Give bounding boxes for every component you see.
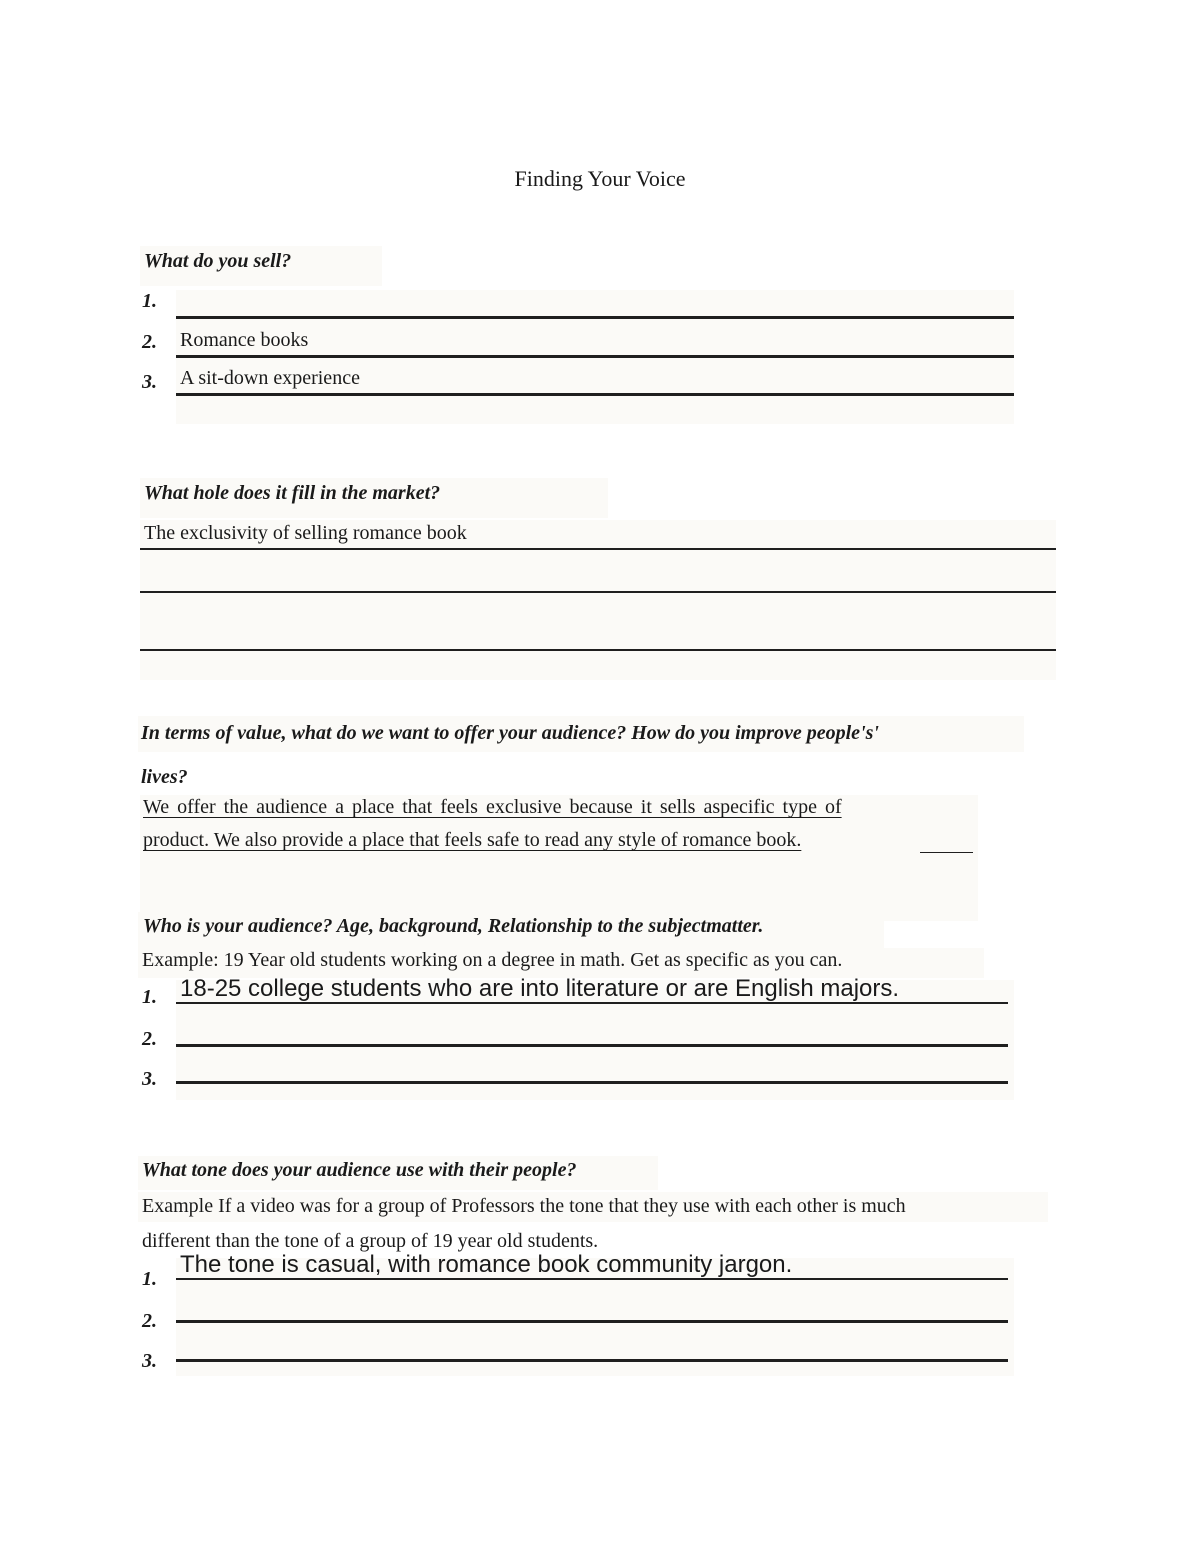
hole-answer-1[interactable]: The exclusivity of selling romance book [144,522,467,544]
tone-number-3: 3. [142,1350,157,1372]
value-answer-line2[interactable]: product. We also provide a place that feels safe to read any style of romance book. [143,829,802,851]
sell-line-2 [176,355,1014,358]
sell-answer-3[interactable]: A sit-down experience [180,367,360,389]
value-question-line2: lives? [141,766,188,788]
audience-line-3 [176,1081,1008,1084]
tone-number-1: 1. [142,1268,157,1290]
tone-line-1 [176,1278,1008,1280]
value-line-tail [920,852,973,853]
page-title: Finding Your Voice [514,166,686,191]
audience-number-1: 1. [142,986,157,1008]
value-answer-line1[interactable]: We offer the audience a place that feels exclusive because it sells aspecific type of [143,796,842,818]
tone-example-line2: different than the tone of a group of 19 year old students. [142,1230,599,1252]
audience-answer-1[interactable]: 18-25 college students who are into literature or are English majors. [180,975,900,1002]
sell-number-1: 1. [142,290,157,312]
audience-number-3: 3. [142,1068,157,1090]
tone-example-line1: Example If a video was for a group of Professors the tone that they use with each other is much [142,1195,906,1217]
tone-number-2: 2. [142,1310,157,1332]
sell-answer-2[interactable]: Romance books [180,329,309,351]
sell-line-1 [176,316,1014,319]
audience-question: Who is your audience? Age, background, Relationship to the subjectmatter. [143,915,764,937]
audience-example: Example: 19 Year old students working on a degree in math. Get as specific as you can. [142,949,843,971]
audience-line-1 [176,1002,1008,1004]
hole-line-3 [140,649,1056,651]
hole-question: What hole does it fill in the market? [144,482,441,504]
tone-line-3 [176,1359,1008,1362]
tone-question: What tone does your audience use with their people? [142,1159,577,1181]
hole-line-2 [140,591,1056,593]
sell-line-3 [176,393,1014,396]
value-question-line1: In terms of value, what do we want to offer your audience? How do you improve people's' [141,722,879,744]
hole-line-1 [140,548,1056,550]
sell-question: What do you sell? [144,250,292,272]
sell-number-3: 3. [142,371,157,393]
sell-number-2: 2. [142,331,157,353]
tone-line-2 [176,1320,1008,1323]
audience-number-2: 2. [142,1028,157,1050]
audience-line-2 [176,1044,1008,1047]
tone-answer-1[interactable]: The tone is casual, with romance book community jargon. [180,1251,793,1278]
